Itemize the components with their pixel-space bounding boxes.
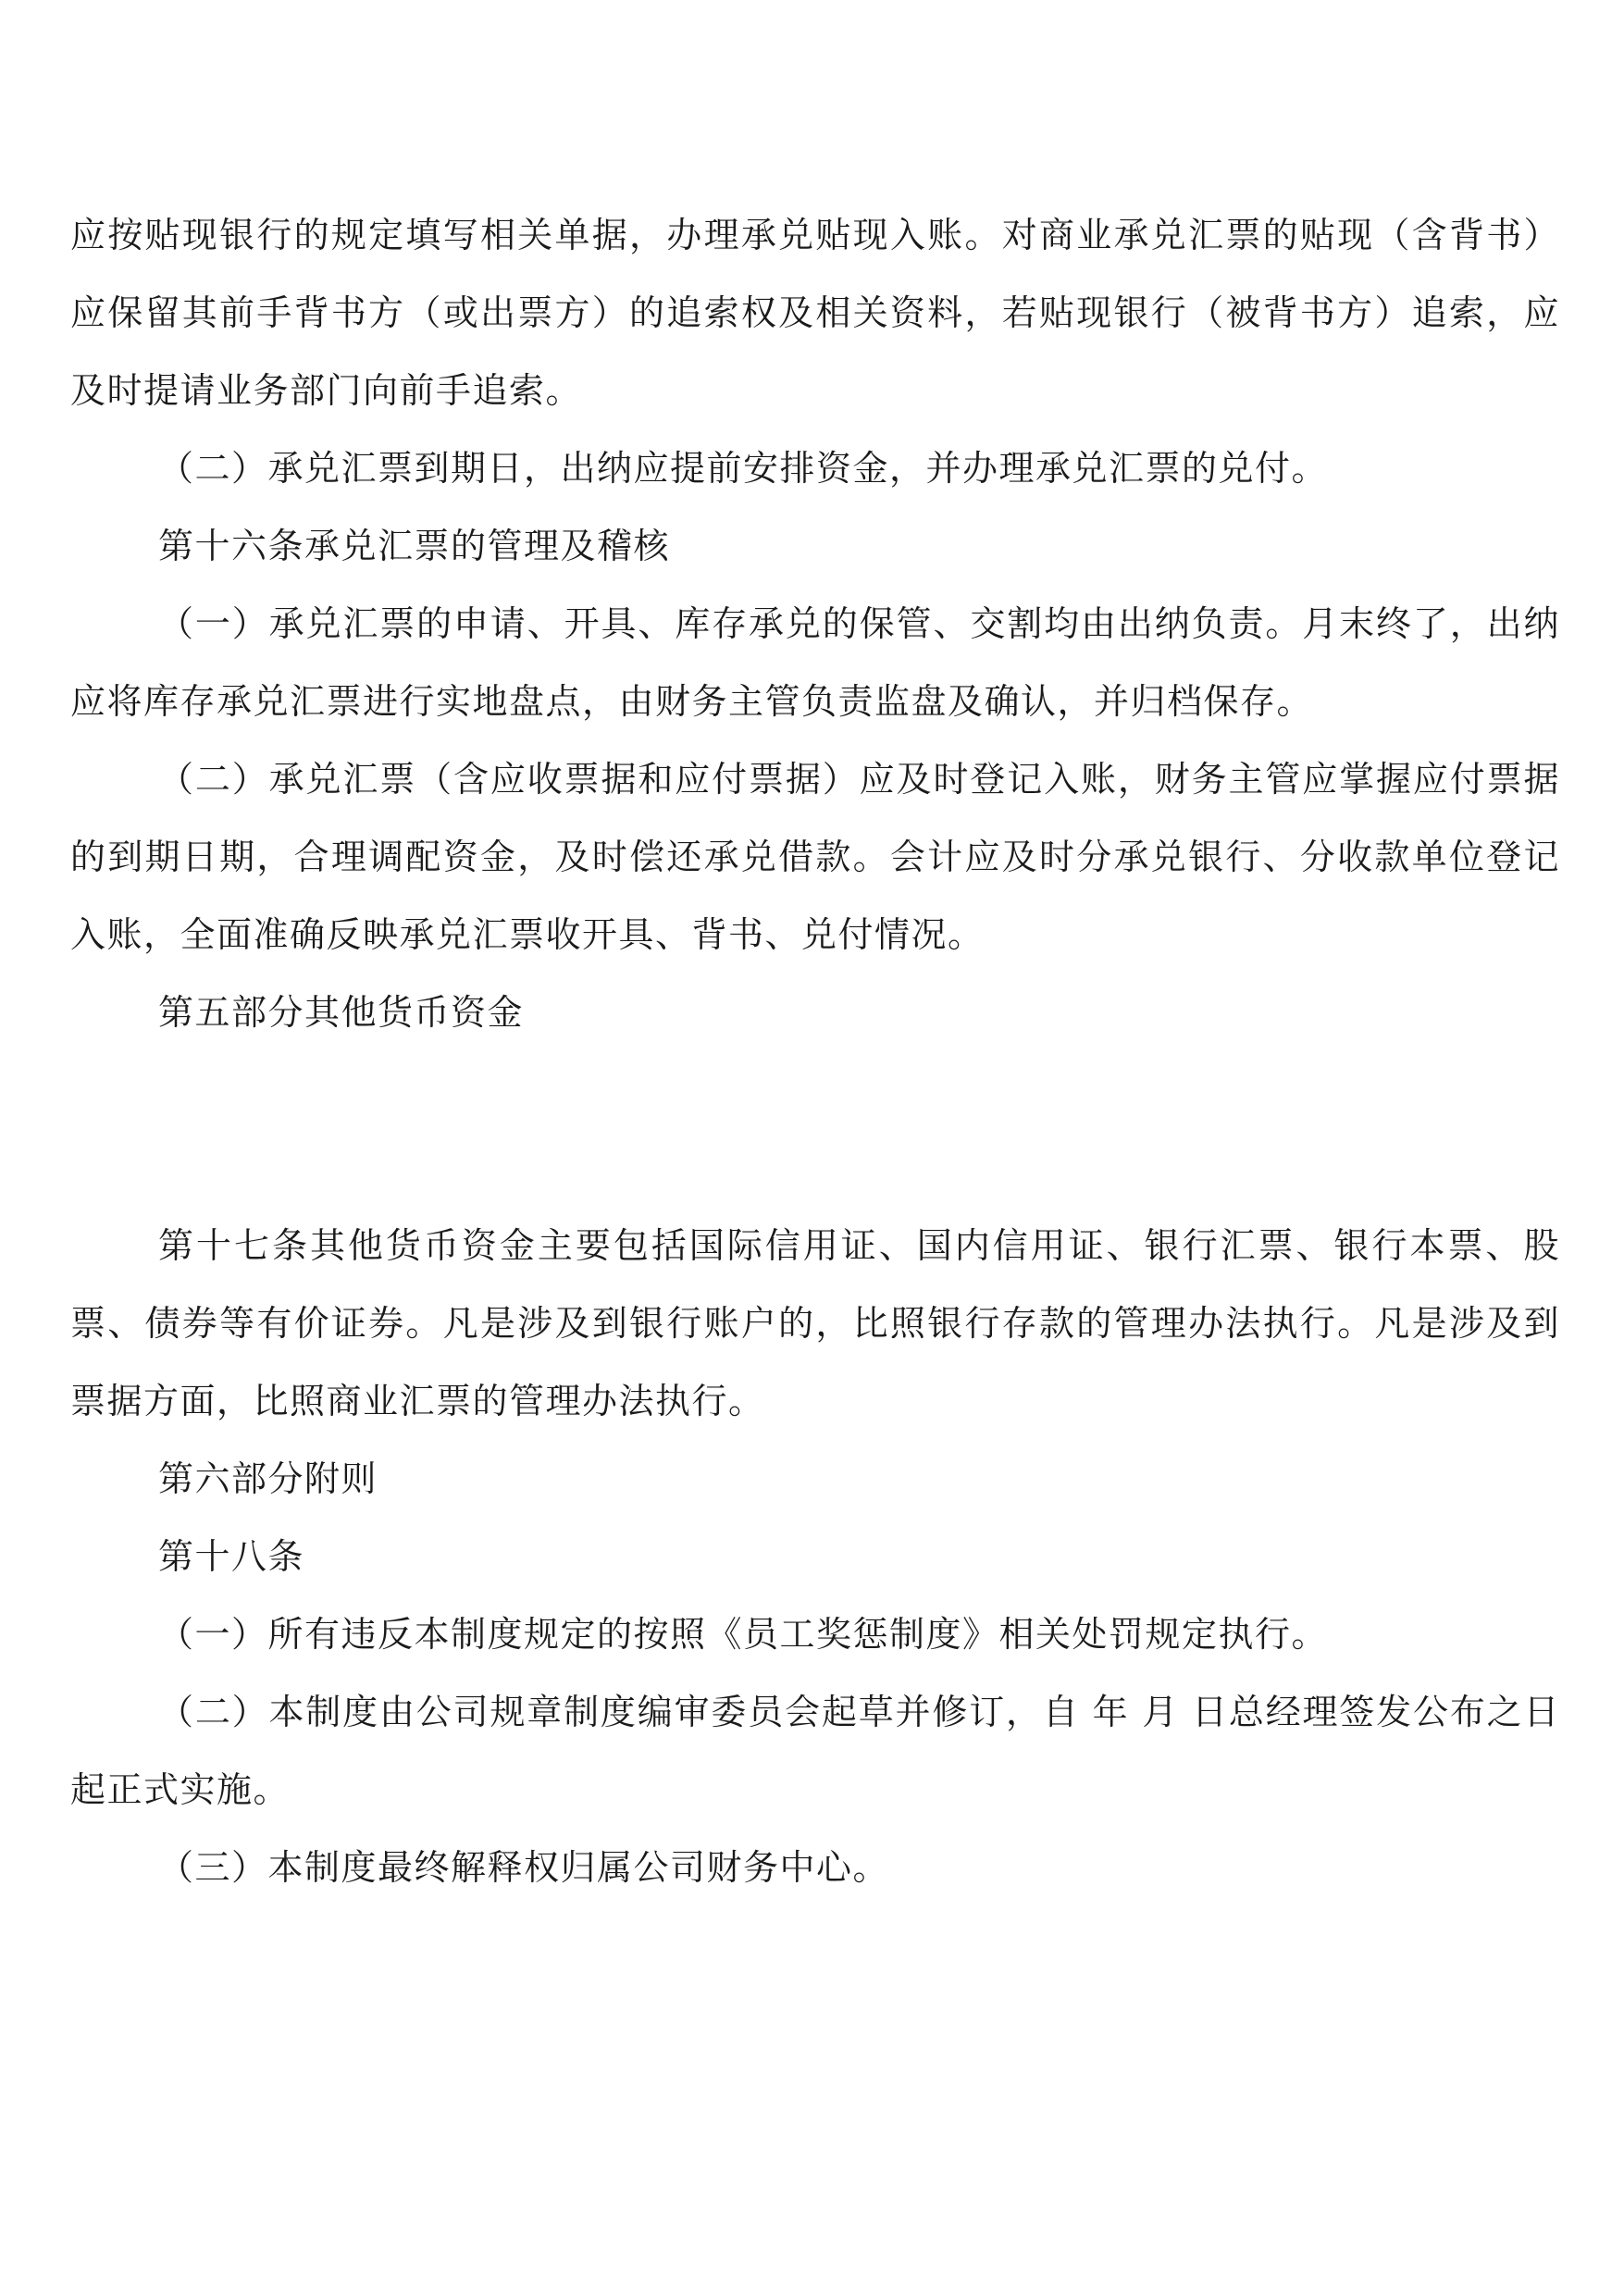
paragraph-discount-procedure: 应按贴现银行的规定填写相关单据，办理承兑贴现入账。对商业承兑汇票的贴现（含背书）应保留其前手背书方（或出票方）的追索权及相关资料，若贴现银行（被背书方）追索，应及时提请业务部门向前手追索。 xyxy=(70,215,1560,411)
article-16-heading: 第十六条承兑汇票的管理及稽核 xyxy=(158,526,671,566)
part-5-heading: 第五部分其他货币资金 xyxy=(158,992,525,1033)
part-6-heading: 第六部分附则 xyxy=(158,1458,378,1499)
document-body xyxy=(70,196,1560,1906)
article-17: 第十七条其他货币资金主要包括国际信用证、国内信用证、银行汇票、银行本票、股票、债券等有价证券。凡是涉及到银行账户的，比照银行存款的管理办法执行。凡是涉及到票据方面，比照商业汇票的管理办法执行。 xyxy=(70,1225,1560,1421)
paragraph-18-1: （一）所有违反本制度规定的按照《员工奖惩制度》相关处罚规定执行。 xyxy=(158,1614,1329,1655)
paragraph-16-2: （二）承兑汇票（含应收票据和应付票据）应及时登记入账，财务主管应掌握应付票据的到期日期，合理调配资金，及时偿还承兑借款。会计应及时分承兑银行、分收款单位登记入账，全面准确反映承兑汇票收开具、背书、兑付情况。 xyxy=(70,759,1560,955)
paragraph-maturity-payment: （二）承兑汇票到期日，出纳应提前安排资金，并办理承兑汇票的兑付。 xyxy=(158,448,1329,489)
paragraph-18-2: （二）本制度由公司规章制度编审委员会起草并修订，自 年 月 日总经理签发公布之日起正式实施。 xyxy=(70,1692,1560,1810)
paragraph-16-1: （一）承兑汇票的申请、开具、库存承兑的保管、交割均由出纳负责。月末终了，出纳应将库存承兑汇票进行实地盘点，由财务主管负责监盘及确认，并归档保存。 xyxy=(70,603,1560,722)
paragraph-18-3: （三）本制度最终解释权归属公司财务中心。 xyxy=(158,1847,890,1888)
article-18-heading: 第十八条 xyxy=(158,1536,305,1577)
